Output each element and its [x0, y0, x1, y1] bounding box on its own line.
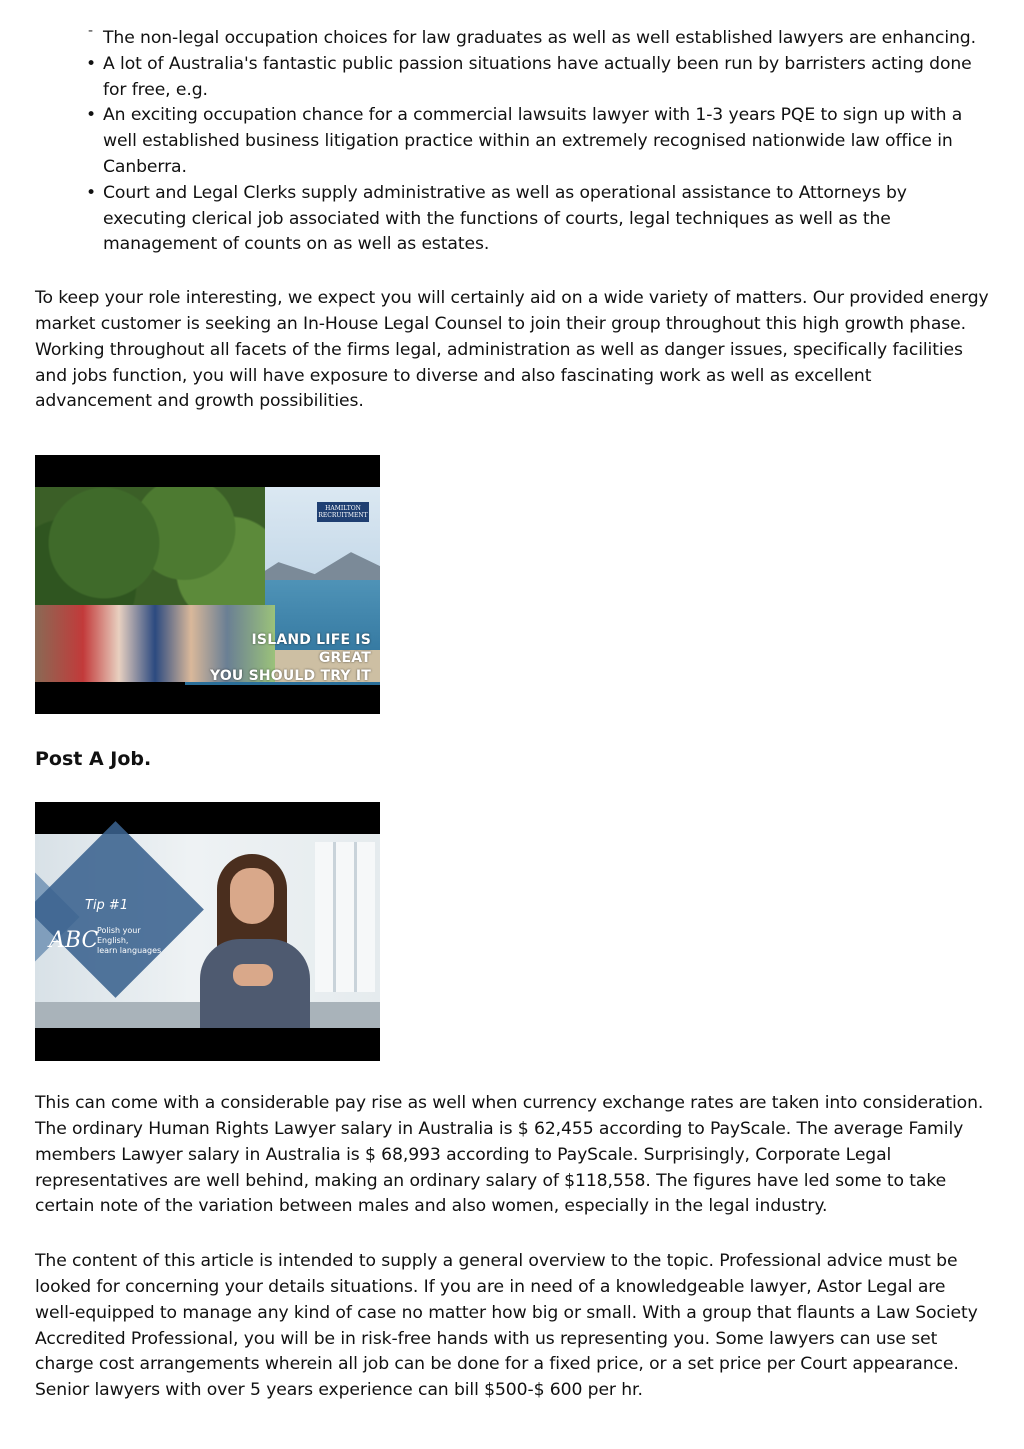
tip-label: Tip #1 [85, 898, 129, 914]
tip-text-line: English, [97, 936, 129, 946]
paragraph: The content of this article is intended to supply a general overview to the topic. Professional advice must be looked for concerning your details situations. If you are in need of a knowledgeable lawyer, Astor Legal are well-equipped to manage any kind of case no matter how big or small. With a group that flaunts a Law Society Accredited Professional, you will be in risk-free hands with us representing you. Some lawyers can use set charge cost arrangements wherein all job can be done for a fixed price, or a set price per Court appearance. Senior lawyers with over 5 years experience can bill $500-$ 600 per hr. [35, 1251, 978, 1401]
caption-line: ISLAND LIFE IS GREAT [251, 632, 371, 667]
presenter-face [230, 868, 274, 924]
tip-video-thumbnail[interactable] [35, 802, 380, 1061]
paragraph: This can come with a considerable pay rise as well when currency exchange rates are taken into consideration. The ordinary Human Rights Lawyer salary in Australia is $ 62,455 according to PayScale. The average Family members Lawyer salary in Australia is $ 68,993 according to PayScale. Surprisingly, Corporate Legal representatives are well behind, making an ordinary salary of $118,558. The figures have led some to take certain note of the variation between males and also women, especially in the legal industry. [35, 1093, 984, 1217]
list-item-text: Court and Legal Clerks supply administrative as well as operational assistance to Attorneys by executing clerical job associated with the functions of courts, legal techniques as well as the management of counts on as well as estates. [103, 182, 907, 255]
caption-line: YOU SHOULD TRY IT [209, 668, 371, 685]
list-item [86, 52, 990, 104]
abc-icon: ABC [49, 928, 99, 954]
logo-line: HAMILTON [325, 505, 361, 513]
list-item [103, 26, 990, 52]
hamilton-logo [317, 502, 369, 522]
presenter [195, 854, 330, 1028]
bullet-marker: • [86, 105, 97, 126]
list-item-text: An exciting occupation chance for a commercial lawsuits lawyer with 1-3 years PQE to sign up with a well established business litigation practice within an extremely recognised nationwide law office in Canberra. [103, 105, 963, 177]
island-video-thumbnail[interactable] [35, 455, 380, 714]
tip-text [97, 926, 161, 956]
presenter-hands [233, 964, 273, 986]
section-heading: Post A Job. [35, 748, 152, 771]
list-item [86, 103, 990, 180]
list-item-text: A lot of Australia's fantastic public passion situations have actually been run by barristers acting done for free, e.g. [103, 53, 972, 100]
list-item-text: The non-legal occupation choices for law graduates as well as well established lawyers are enhancing. [103, 28, 976, 48]
bullet-marker: • [86, 53, 97, 74]
paragraph: To keep your role interesting, we expect you will certainly aid on a wide variety of matters. Our provided energy market customer is seeking an In-House Legal Counsel to join their group throughout this high growth phase. Working throughout all facets of the firms legal, administration as well as danger issues, specifically facilities and jobs function, you will have exposure to diverse and also fascinating work as well as excellent advancement and growth possibilities. [35, 288, 989, 412]
article-body [35, 23, 990, 1404]
video-caption [201, 631, 371, 685]
list-dash: - [88, 23, 94, 39]
logo-line: RECRUITMENT [318, 512, 368, 520]
tip-text-line: Polish your [97, 926, 141, 936]
bullet-list [35, 23, 990, 258]
tip-text-line: learn languages [97, 946, 162, 956]
list-item [86, 181, 990, 258]
bullet-marker: • [86, 182, 97, 203]
